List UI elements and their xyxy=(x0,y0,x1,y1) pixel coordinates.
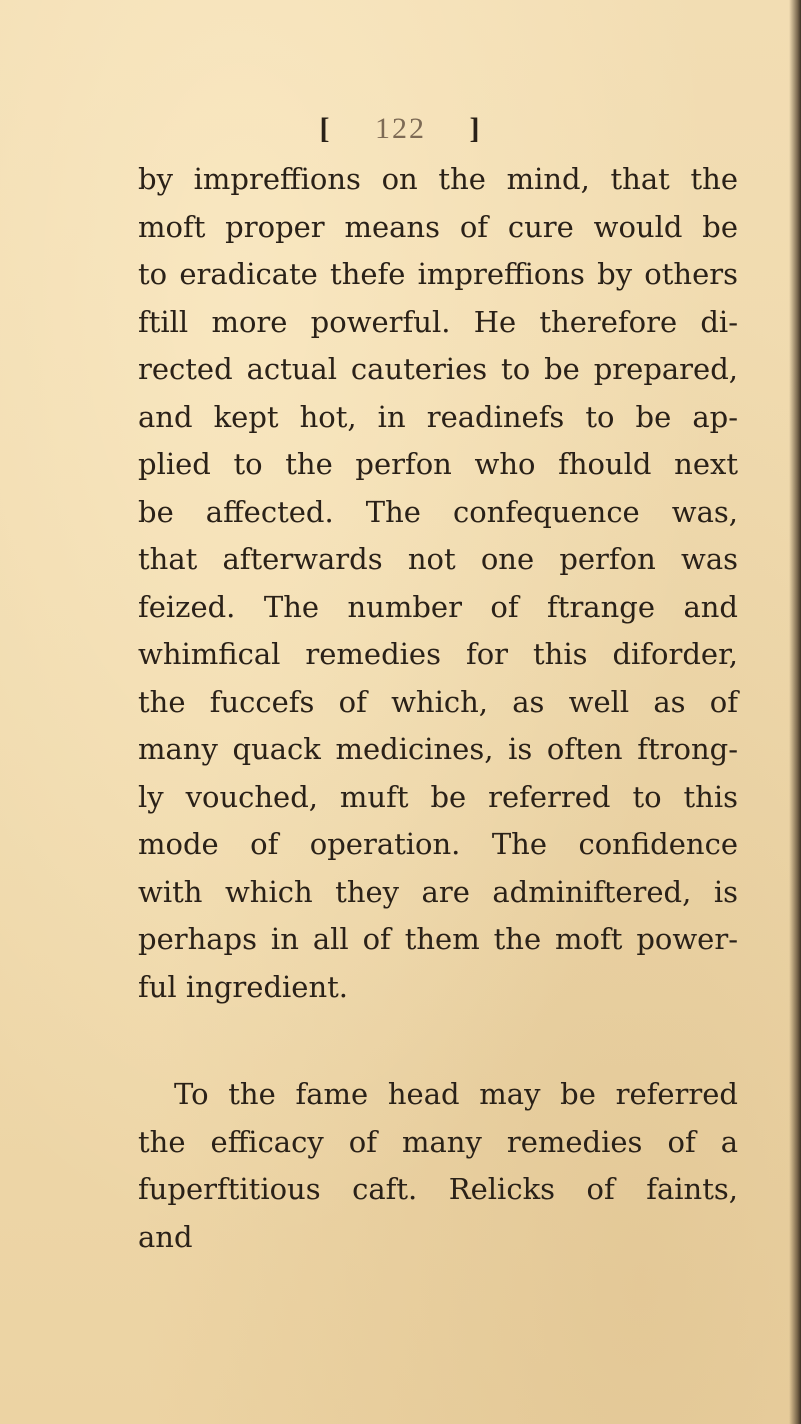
page-header xyxy=(0,112,801,146)
text-line: ful ingredient. xyxy=(138,969,348,1004)
text-line: whimfical remedies for this diforder, xyxy=(138,637,738,671)
text-line: ly vouched, muft be referred to this xyxy=(138,779,738,814)
text-line: the efficacy of many remedies of a xyxy=(138,1124,738,1159)
header-left-bracket: [ xyxy=(319,112,332,145)
text-line: many quack medicines, is often ftrong- xyxy=(138,732,738,766)
text-line: mode of operation. The confidence xyxy=(138,827,738,861)
text-line: feized. The number of ftrange and xyxy=(138,589,738,624)
paragraph-gap xyxy=(138,1011,738,1071)
body-text xyxy=(138,156,738,1261)
text-line: To the fame head may be referred xyxy=(174,1077,738,1111)
text-line: and kept hot, in readinefs to be ap- xyxy=(138,399,738,434)
header-right-bracket: ] xyxy=(469,112,482,145)
catchword: and xyxy=(138,1219,193,1254)
text-line: that afterwards not one perfon was xyxy=(138,542,738,576)
text-line: by impreffions on the mind, that the xyxy=(138,162,738,196)
text-line: the fuccefs of which, as well as of xyxy=(138,684,738,719)
page-edge-shadow xyxy=(789,0,801,1424)
text-line: ftill more powerful. He therefore di- xyxy=(138,304,738,339)
text-line: to eradicate thefe impreffions by others xyxy=(138,257,738,291)
text-line: with which they are adminiftered, is xyxy=(138,874,738,909)
text-line: moft proper means of cure would be xyxy=(138,209,738,244)
text-line: be affected. The confequence was, xyxy=(138,494,738,529)
paragraph-1 xyxy=(138,156,738,1011)
page-number: 122 xyxy=(375,112,426,145)
text-line: perhaps in all of them the moft power- xyxy=(138,922,738,956)
paragraph-2 xyxy=(138,1071,738,1214)
text-line: fuperftitious caft. Relicks of faints, xyxy=(138,1172,738,1206)
text-line: rected actual cauteries to be prepared, xyxy=(138,352,738,386)
text-line: plied to the perfon who fhould next xyxy=(138,447,738,481)
